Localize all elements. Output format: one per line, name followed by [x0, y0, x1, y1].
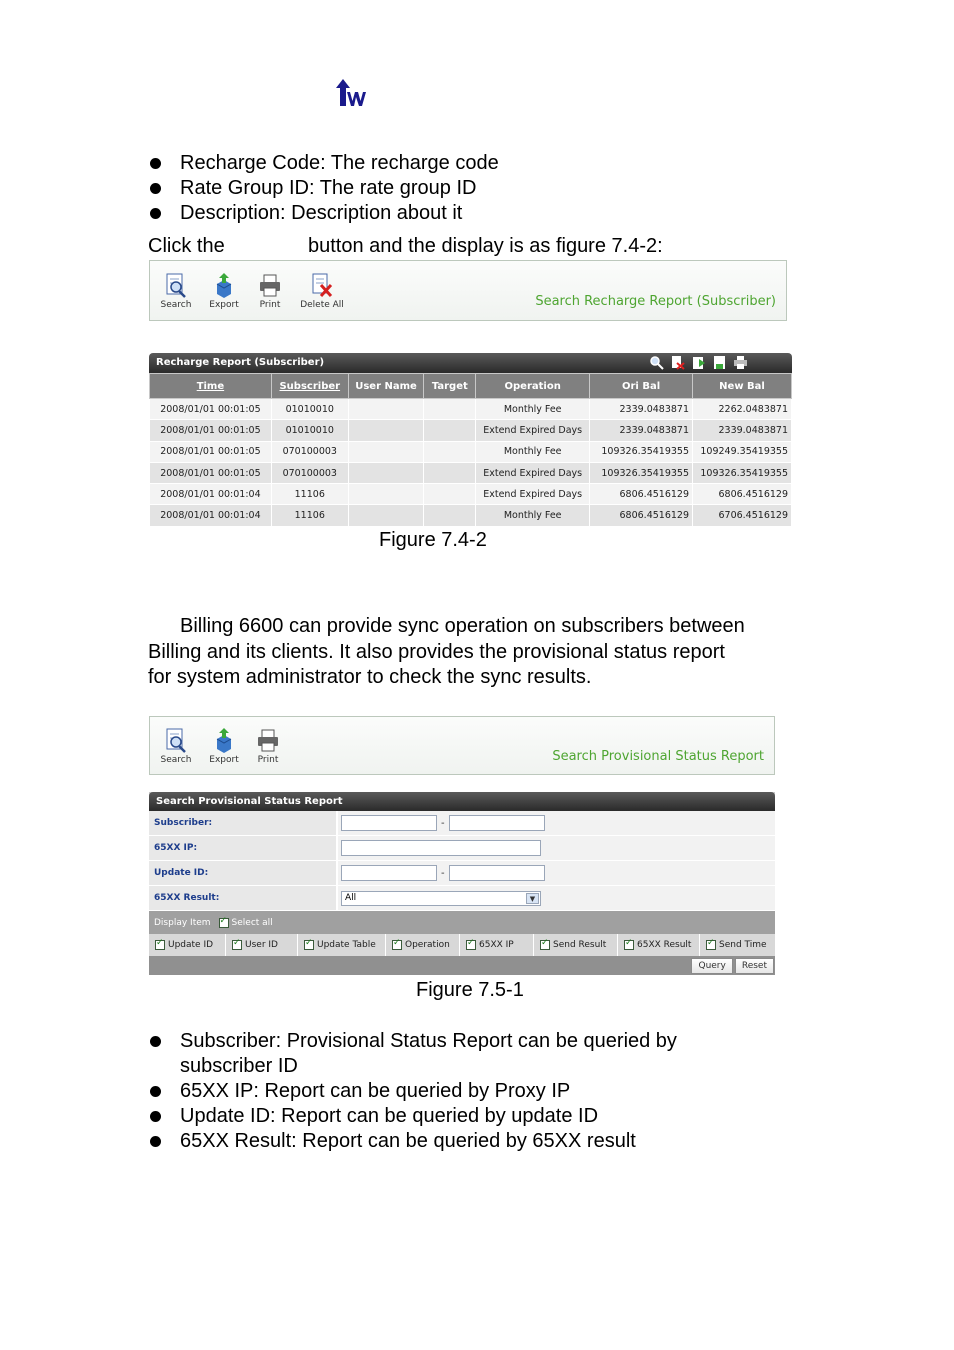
cell-user-name [348, 420, 424, 441]
company-logo [332, 78, 368, 108]
column-header-user-name: User Name [348, 374, 424, 399]
figure-caption: Figure 7.5-1 [416, 979, 524, 1001]
paragraph-line: for system administrator to check the sync results. [148, 666, 592, 688]
cell-target [424, 484, 476, 505]
cell-ori-bal: 109326.35419355 [590, 462, 693, 483]
list-item: Description: Description about it [148, 201, 499, 226]
checkbox[interactable] [304, 940, 314, 950]
table-row [150, 441, 792, 462]
export-button[interactable] [200, 727, 248, 765]
toolbar-title: Search Recharge Report (Subscriber) [535, 294, 776, 309]
range-separator: - [441, 817, 445, 829]
report-header [149, 353, 792, 373]
printer-icon[interactable] [733, 355, 748, 370]
print-button[interactable] [244, 727, 292, 765]
list-item: Rate Group ID: The rate group ID [148, 176, 499, 201]
export-icon [213, 727, 235, 753]
provisional-toolbar [149, 716, 775, 775]
cell-user-name [348, 505, 424, 526]
select-all-checkbox[interactable] [219, 918, 229, 928]
subscriber-row [149, 811, 775, 836]
search-button-label: Search [160, 300, 192, 310]
recharge-report-toolbar [149, 260, 787, 321]
cell-target [424, 505, 476, 526]
report-tools [649, 355, 748, 370]
cell-operation: Extend Expired Days [476, 462, 590, 483]
report-table [149, 373, 792, 527]
select-all-label: Select all [231, 917, 273, 928]
result-row [149, 886, 775, 911]
export-button-label: Export [209, 755, 239, 765]
column-header-operation: Operation [476, 374, 590, 399]
toolbar-title: Search Provisional Status Report [552, 749, 764, 764]
search-button[interactable] [152, 272, 200, 310]
cell-time: 2008/01/01 00:01:05 [150, 399, 272, 420]
ip-input[interactable] [341, 840, 541, 856]
update-id-label: Update ID: [149, 861, 338, 885]
checkbox[interactable] [232, 940, 242, 950]
cell-user-name [348, 441, 424, 462]
field-description-list [148, 151, 499, 226]
table-row [150, 484, 792, 505]
cell-new-bal: 109326.35419355 [693, 462, 792, 483]
item-update-id[interactable]: ✓ Update ID [149, 934, 226, 956]
list-item: Subscriber: Provisional Status Report can be queried by subscriber ID [148, 1029, 828, 1079]
cell-ori-bal: 2339.0483871 [590, 420, 693, 441]
cell-subscriber: 01010010 [271, 399, 348, 420]
print-button[interactable] [246, 272, 294, 310]
cell-subscriber: 070100003 [271, 462, 348, 483]
checkbox[interactable] [155, 940, 165, 950]
form-title: Search Provisional Status Report [149, 792, 775, 811]
delete-all-button-label: Delete All [300, 300, 344, 310]
provisional-search-form [149, 792, 775, 975]
column-header-target: Target [424, 374, 476, 399]
display-items [149, 934, 775, 956]
click-line-start: Click the [148, 235, 225, 257]
cell-operation: Extend Expired Days [476, 484, 590, 505]
cell-ori-bal: 2339.0483871 [590, 399, 693, 420]
cell-new-bal: 109249.35419355 [693, 441, 792, 462]
sync-paragraph [148, 614, 828, 691]
ip-label: 65XX IP: [149, 836, 338, 860]
item-send-result[interactable]: ✓ Send Result [534, 934, 618, 956]
cell-subscriber: 11106 [271, 505, 348, 526]
reset-button[interactable]: Reset [735, 958, 774, 974]
list-item: 65XX Result: Report can be queried by 65XX result [148, 1129, 828, 1154]
checkbox[interactable] [392, 940, 402, 950]
cell-subscriber: 070100003 [271, 441, 348, 462]
update-id-from-input[interactable] [341, 865, 437, 881]
cell-target [424, 399, 476, 420]
search-button-label: Search [160, 755, 192, 765]
cell-ori-bal: 6806.4516129 [590, 484, 693, 505]
item-result[interactable]: ✓ 65XX Result [618, 934, 700, 956]
table-row [150, 399, 792, 420]
cell-new-bal: 6706.4516129 [693, 505, 792, 526]
document-icon[interactable] [712, 355, 727, 370]
table-row [150, 505, 792, 526]
cell-ori-bal: 109326.35419355 [590, 441, 693, 462]
print-button-label: Print [257, 755, 279, 765]
list-item: Update ID: Report can be queried by update ID [148, 1104, 828, 1129]
subscriber-to-input[interactable] [449, 815, 545, 831]
report-title: Recharge Report (Subscriber) [156, 357, 325, 368]
form-buttons [149, 956, 775, 975]
cell-target [424, 420, 476, 441]
update-id-row [149, 861, 775, 886]
cell-user-name [348, 484, 424, 505]
search-icon [165, 727, 187, 753]
result-select[interactable] [341, 891, 541, 906]
chevron-down-icon: ▼ [526, 893, 539, 904]
column-header-new-bal: New Bal [693, 374, 792, 399]
cell-target [424, 441, 476, 462]
cell-new-bal: 6806.4516129 [693, 484, 792, 505]
delete-icon [310, 272, 334, 298]
cell-subscriber: 11106 [271, 484, 348, 505]
checkbox[interactable] [466, 940, 476, 950]
item-update-table[interactable]: ✓ Update Table [298, 934, 386, 956]
checkbox[interactable] [706, 940, 716, 950]
search-icon[interactable] [649, 355, 664, 370]
ip-row [149, 836, 775, 861]
printer-icon [256, 727, 280, 753]
recharge-report-panel [149, 353, 792, 527]
printer-icon [258, 272, 282, 298]
cell-time: 2008/01/01 00:01:05 [150, 441, 272, 462]
paragraph-line: Billing and its clients. It also provides the provisional status report [148, 640, 725, 663]
query-field-list [148, 1029, 828, 1154]
cell-operation: Monthly Fee [476, 441, 590, 462]
cell-new-bal: 2339.0483871 [693, 420, 792, 441]
column-header-subscriber[interactable]: Subscriber [271, 374, 348, 399]
display-item-row [149, 911, 775, 934]
query-button[interactable]: Query [691, 958, 732, 974]
result-label: 65XX Result: [149, 886, 338, 910]
cell-operation: Extend Expired Days [476, 420, 590, 441]
list-item: Recharge Code: The recharge code [148, 151, 499, 176]
export-icon [213, 272, 235, 298]
update-id-to-input[interactable] [449, 865, 545, 881]
checkbox[interactable] [624, 940, 634, 950]
export-icon[interactable] [691, 355, 706, 370]
item-send-time[interactable]: ✓ Send Time [700, 934, 775, 956]
cell-time: 2008/01/01 00:01:05 [150, 420, 272, 441]
figure-caption: Figure 7.4-2 [379, 529, 487, 551]
table-row [150, 462, 792, 483]
column-header-time[interactable]: Time [150, 374, 272, 399]
table-row [150, 420, 792, 441]
export-button[interactable] [200, 272, 248, 310]
print-button-label: Print [259, 300, 281, 310]
list-item: 65XX IP: Report can be queried by Proxy IP [148, 1079, 828, 1104]
table-header-row [150, 374, 792, 399]
item-user-id[interactable]: ✓ User ID [226, 934, 298, 956]
item-operation[interactable]: ✓ Operation [386, 934, 460, 956]
cell-time: 2008/01/01 00:01:04 [150, 505, 272, 526]
cell-new-bal: 2262.0483871 [693, 399, 792, 420]
range-separator: - [441, 867, 445, 879]
paragraph-line: Billing 6600 can provide sync operation on subscribers between [180, 615, 745, 637]
cell-target [424, 462, 476, 483]
item-ip[interactable]: ✓ 65XX IP [460, 934, 534, 956]
search-button[interactable] [152, 727, 200, 765]
result-select-value: All [345, 892, 357, 903]
cell-operation: Monthly Fee [476, 399, 590, 420]
click-line-end: button and the display is as figure 7.4-2: [308, 235, 663, 257]
column-header-ori-bal: Ori Bal [590, 374, 693, 399]
subscriber-label: Subscriber: [149, 811, 338, 835]
export-button-label: Export [209, 300, 239, 310]
search-icon [165, 272, 187, 298]
checkbox[interactable] [540, 940, 550, 950]
cell-time: 2008/01/01 00:01:05 [150, 462, 272, 483]
cell-subscriber: 01010010 [271, 420, 348, 441]
cell-user-name [348, 399, 424, 420]
cell-ori-bal: 6806.4516129 [590, 505, 693, 526]
delete-all-button[interactable] [298, 272, 346, 310]
cell-time: 2008/01/01 00:01:04 [150, 484, 272, 505]
delete-icon[interactable] [670, 355, 685, 370]
subscriber-from-input[interactable] [341, 815, 437, 831]
cell-operation: Monthly Fee [476, 505, 590, 526]
display-item-label: Display Item [154, 917, 211, 928]
cell-user-name [348, 462, 424, 483]
